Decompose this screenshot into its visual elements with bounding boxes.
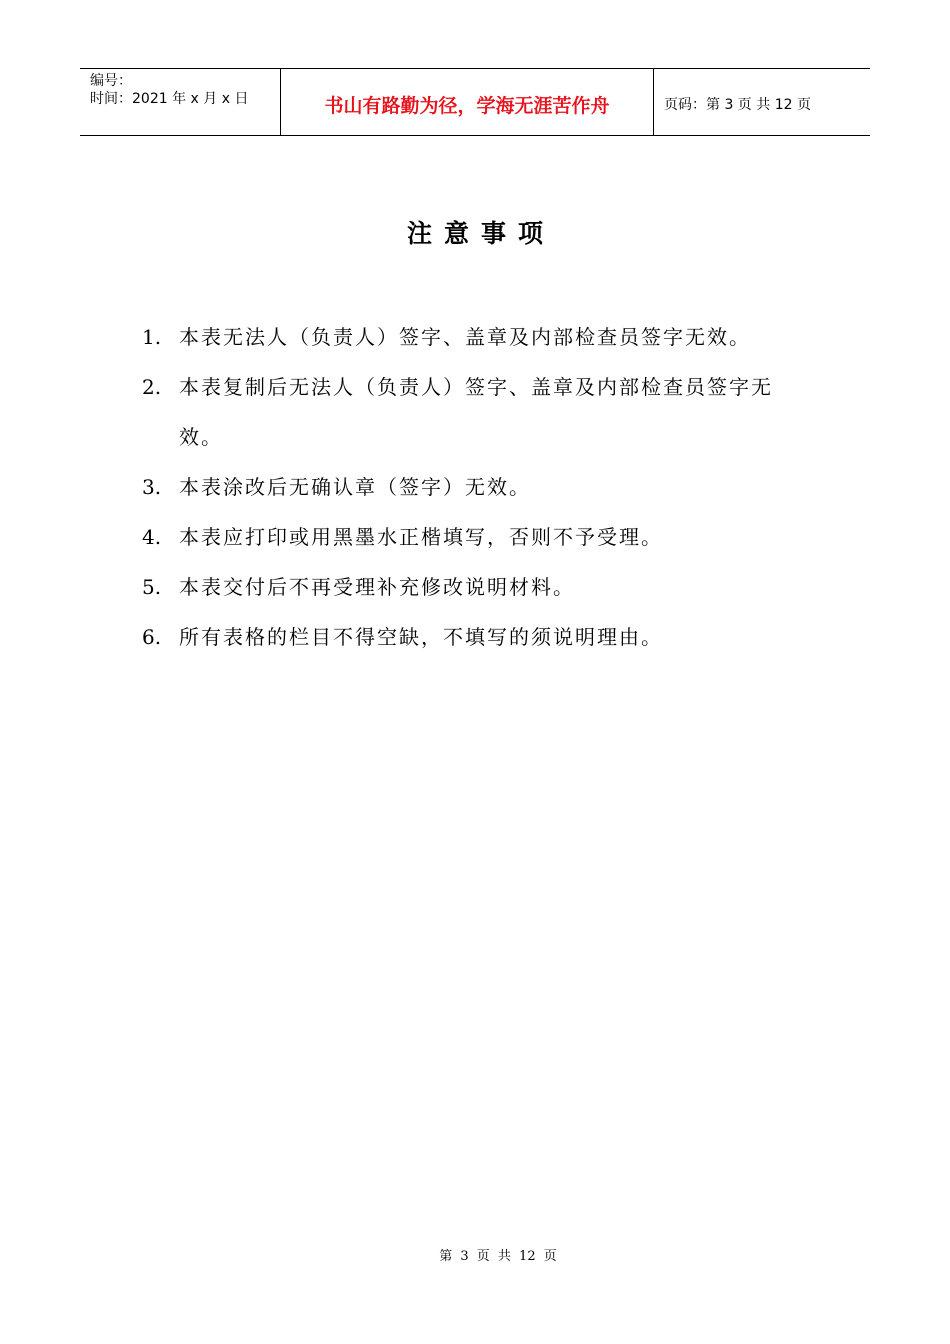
document-number-label: 编号： — [90, 73, 132, 89]
list-item-text: 本表复制后无法人（负责人）签字、盖章及内部检查员签字无效。 — [179, 375, 773, 449]
list-item-number: 2. — [142, 375, 162, 399]
list-item — [142, 562, 822, 612]
list-item-text: 本表无法人（负责人）签字、盖章及内部检查员签字无效。 — [179, 325, 751, 349]
list-item-number: 6. — [142, 625, 162, 649]
list-item — [142, 312, 822, 362]
list-item — [142, 362, 822, 462]
list-item — [142, 612, 822, 662]
header-page-info: 页码：第 3 页 共 12 页 — [664, 97, 811, 113]
list-item-number: 5. — [142, 575, 162, 599]
notes-list — [142, 312, 822, 662]
list-item-text: 本表交付后不再受理补充修改说明材料。 — [179, 575, 575, 599]
list-item — [142, 512, 822, 562]
list-item — [142, 462, 822, 512]
page-footer: 第 3 页 共 12 页 — [439, 1249, 557, 1264]
document-date-label: 时间：2021 年 x 月 x 日 — [90, 91, 249, 107]
list-item-text: 本表涂改后无确认章（签字）无效。 — [179, 475, 531, 499]
list-item-number: 1. — [142, 325, 162, 349]
list-item-number: 3. — [142, 475, 162, 499]
header-info-cell — [80, 69, 281, 135]
list-item-text: 本表应打印或用黑墨水正楷填写，否则不予受理。 — [179, 525, 663, 549]
list-item-text: 所有表格的栏目不得空缺，不填写的须说明理由。 — [179, 625, 663, 649]
page-title: 注意事项 — [406, 219, 555, 248]
header-motto: 书山有路勤为径，学海无涯苦作舟 — [281, 69, 654, 135]
list-item-number: 4. — [142, 525, 162, 549]
page-header — [80, 68, 870, 136]
